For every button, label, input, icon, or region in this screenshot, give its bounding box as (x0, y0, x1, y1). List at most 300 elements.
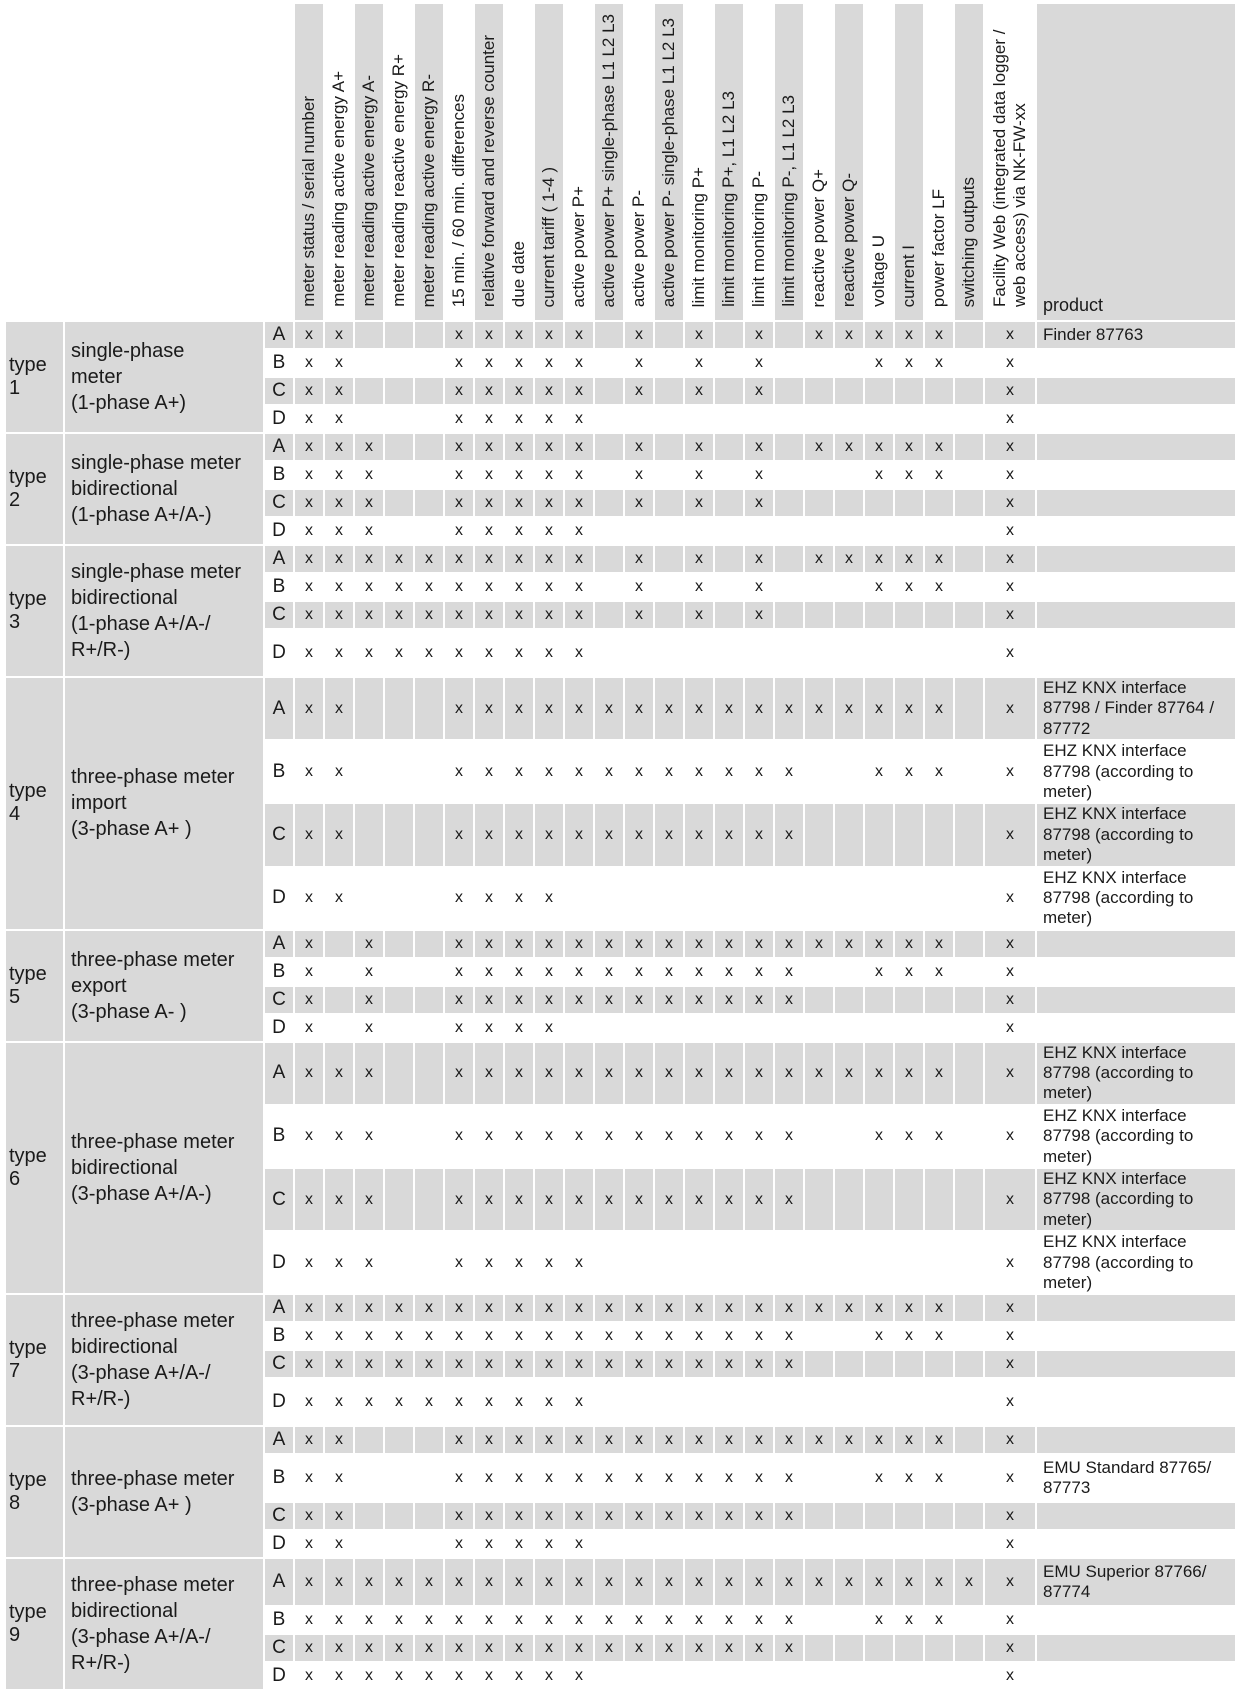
feature-cell-c7: x (485, 1667, 493, 1685)
feature-cell-c24: x (1006, 889, 1014, 907)
feature-cell-c19 (835, 1323, 863, 1349)
feature-cell-c23 (955, 602, 983, 628)
row-type5-A (6, 931, 1235, 957)
feature-cell-c4: x (395, 1327, 403, 1345)
feature-cell-c18: x (805, 1559, 833, 1605)
feature-cell-c14: x (685, 378, 713, 404)
feature-cell-c14: x (695, 466, 703, 483)
feature-cell-c8: x (515, 889, 523, 907)
feature-cell-c24: x (985, 678, 1035, 739)
feature-cell-c4: x (385, 602, 413, 628)
feature-cell-c1: x (295, 1169, 323, 1230)
row-type7-A (6, 1295, 1235, 1321)
feature-cell-c2: x (325, 1351, 353, 1377)
feature-cell-c20: x (865, 1043, 893, 1104)
feature-cell-c4 (385, 804, 413, 865)
feature-cell-c8: x (505, 1351, 533, 1377)
feature-cell-c20 (865, 804, 893, 865)
feature-cell-c22 (925, 987, 953, 1013)
product-cell (1037, 1427, 1235, 1453)
feature-cell-c3 (355, 868, 383, 929)
product-cell (1037, 1503, 1235, 1529)
feature-cell-c23 (955, 406, 983, 432)
feature-cell-c18 (805, 741, 833, 802)
feature-cell-c11 (595, 518, 623, 544)
column-header-10 (565, 4, 593, 320)
feature-cell-c12: x (625, 490, 653, 516)
column-header-4 (385, 4, 413, 320)
feature-cell-c15: x (715, 1635, 743, 1661)
feature-cell-c8: x (505, 1169, 533, 1230)
feature-cell-c2 (325, 987, 353, 1013)
product-cell (1037, 1635, 1235, 1661)
feature-cell-c9: x (545, 1253, 553, 1271)
feature-cell-c8: x (505, 434, 533, 460)
feature-cell-c3: x (355, 546, 383, 572)
feature-cell-c7: x (475, 931, 503, 957)
feature-cell-c6: x (455, 578, 463, 595)
feature-cell-c14 (685, 406, 713, 432)
feature-cell-c23 (955, 434, 983, 460)
feature-cell-c5 (415, 959, 443, 985)
feature-cell-c7: x (485, 1018, 493, 1036)
feature-cell-c7: x (485, 1611, 493, 1629)
feature-cell-c20 (865, 518, 893, 544)
column-header-label: active power P+ single-phase L1 L2 L3 (598, 13, 618, 307)
feature-cell-c8: x (515, 354, 523, 371)
variant-label: C (265, 804, 293, 865)
feature-cell-c10: x (575, 1127, 583, 1145)
feature-cell-c4 (385, 1427, 413, 1453)
feature-cell-c6: x (455, 1611, 463, 1629)
feature-cell-c6: x (455, 410, 463, 427)
feature-cell-c9: x (535, 1559, 563, 1605)
feature-cell-c20 (865, 1351, 893, 1377)
feature-cell-c18 (805, 1106, 833, 1167)
feature-cell-c17: x (775, 931, 803, 957)
feature-cell-c20 (865, 1169, 893, 1230)
feature-cell-c7: x (475, 1351, 503, 1377)
feature-cell-c12 (625, 1379, 653, 1425)
feature-cell-c8: x (515, 1393, 523, 1411)
feature-cell-c6: x (445, 1295, 473, 1321)
feature-cell-c8: x (515, 410, 523, 427)
feature-cell-c8: x (505, 931, 533, 957)
feature-cell-c21: x (895, 931, 923, 957)
feature-cell-c11: x (595, 1169, 623, 1230)
feature-cell-c1: x (295, 1635, 323, 1661)
feature-cell-c22: x (925, 1427, 953, 1453)
feature-cell-c2: x (335, 522, 343, 539)
feature-cell-c22: x (925, 1559, 953, 1605)
feature-cell-c9: x (535, 434, 563, 460)
feature-cell-c16: x (745, 490, 773, 516)
feature-cell-c19 (835, 1663, 863, 1689)
feature-cell-c15 (715, 490, 743, 516)
product-cell (1037, 518, 1235, 544)
feature-cell-c6: x (455, 354, 463, 371)
feature-cell-c3 (355, 1455, 383, 1501)
feature-cell-c20 (865, 378, 893, 404)
feature-cell-c13: x (655, 931, 683, 957)
feature-cell-c11 (595, 322, 623, 348)
feature-cell-c19 (835, 1232, 863, 1293)
column-header-label: meter reading reactive energy R+ (388, 54, 408, 307)
spacer-desc (65, 4, 263, 320)
feature-cell-c1: x (305, 522, 313, 539)
feature-cell-c1: x (295, 1351, 323, 1377)
feature-cell-c19 (835, 1169, 863, 1230)
feature-cell-c13: x (655, 1559, 683, 1605)
feature-cell-c8: x (515, 1469, 523, 1487)
feature-cell-c2: x (325, 434, 353, 460)
feature-cell-c16: x (745, 1351, 773, 1377)
feature-cell-c12: x (635, 1327, 643, 1345)
feature-cell-c15 (715, 434, 743, 460)
feature-cell-c22 (925, 1015, 953, 1041)
feature-cell-c20: x (875, 762, 883, 780)
feature-cell-c10 (565, 868, 593, 929)
feature-cell-c10: x (565, 1351, 593, 1377)
feature-cell-c20: x (865, 1559, 893, 1605)
feature-cell-c16: x (745, 602, 773, 628)
type-label: type 3 (6, 546, 63, 676)
feature-cell-c16: x (745, 1427, 773, 1453)
feature-cell-c8: x (505, 678, 533, 739)
feature-cell-c1: x (305, 1018, 313, 1036)
feature-cell-c16: x (745, 1043, 773, 1104)
feature-cell-c23 (955, 959, 983, 985)
feature-cell-c24: x (985, 804, 1035, 865)
feature-cell-c18 (805, 406, 833, 432)
feature-cell-c14: x (695, 962, 703, 980)
feature-cell-c7: x (485, 522, 493, 539)
feature-cell-c15 (715, 518, 743, 544)
feature-cell-c3 (355, 350, 383, 376)
feature-cell-c17 (775, 868, 803, 929)
feature-cell-c7: x (475, 1635, 503, 1661)
feature-cell-c11 (595, 1015, 623, 1041)
feature-cell-c6: x (445, 434, 473, 460)
feature-cell-c8: x (515, 1535, 523, 1553)
feature-cell-c17 (775, 546, 803, 572)
feature-cell-c21 (895, 1379, 923, 1425)
feature-cell-c21 (895, 1635, 923, 1661)
feature-cell-c21: x (905, 578, 913, 595)
feature-cell-c4 (385, 518, 413, 544)
feature-cell-c13: x (655, 1043, 683, 1104)
feature-cell-c10: x (575, 466, 583, 483)
feature-cell-c14 (685, 518, 713, 544)
feature-cell-c2: x (325, 1427, 353, 1453)
feature-cell-c2: x (335, 1667, 343, 1685)
feature-cell-c17: x (785, 1611, 793, 1629)
feature-cell-c24: x (1006, 410, 1014, 427)
feature-cell-c15 (715, 1379, 743, 1425)
feature-cell-c3 (355, 406, 383, 432)
feature-cell-c18 (805, 490, 833, 516)
feature-cell-c2 (325, 931, 353, 957)
feature-cell-c9: x (535, 1427, 563, 1453)
feature-cell-c3: x (355, 602, 383, 628)
feature-cell-c6: x (445, 602, 473, 628)
feature-cell-c5 (415, 1531, 443, 1557)
feature-cell-c18: x (805, 546, 833, 572)
feature-cell-c1: x (305, 1127, 313, 1145)
feature-cell-c1: x (305, 1535, 313, 1553)
feature-cell-c24: x (985, 1169, 1035, 1230)
product-cell: EHZ KNX interface 87798 / Finder 87764 / 87772 (1037, 678, 1235, 739)
feature-cell-c8: x (505, 490, 533, 516)
feature-cell-c11: x (605, 1611, 613, 1629)
feature-cell-c2: x (335, 1253, 343, 1271)
column-header-label: relative forward and reverse counter (478, 34, 498, 307)
feature-cell-c17: x (775, 1635, 803, 1661)
feature-cell-c23 (955, 630, 983, 676)
column-header-19 (835, 4, 863, 320)
feature-cell-c8: x (505, 602, 533, 628)
feature-cell-c5: x (415, 602, 443, 628)
feature-cell-c16: x (755, 962, 763, 980)
feature-cell-c15 (715, 546, 743, 572)
feature-cell-c16: x (745, 1169, 773, 1230)
feature-cell-c2: x (325, 804, 353, 865)
feature-cell-c23 (955, 804, 983, 865)
feature-cell-c14: x (685, 1295, 713, 1321)
feature-cell-c19 (835, 959, 863, 985)
feature-cell-c13: x (655, 1635, 683, 1661)
feature-cell-c14: x (685, 678, 713, 739)
feature-cell-c17: x (775, 804, 803, 865)
feature-cell-c21: x (905, 962, 913, 980)
feature-cell-c6: x (455, 762, 463, 780)
feature-cell-c24: x (985, 602, 1035, 628)
feature-cell-c11 (595, 378, 623, 404)
feature-cell-c15 (715, 602, 743, 628)
feature-cell-c14: x (685, 1351, 713, 1377)
feature-cell-c15 (715, 350, 743, 376)
feature-cell-c1: x (305, 1393, 313, 1411)
feature-cell-c8: x (515, 1327, 523, 1345)
feature-cell-c14: x (695, 1611, 703, 1629)
feature-cell-c19 (835, 1503, 863, 1529)
feature-cell-c9: x (545, 466, 553, 483)
feature-cell-c20: x (875, 1611, 883, 1629)
feature-cell-c23 (955, 1635, 983, 1661)
row-type1-A (6, 322, 1235, 348)
column-header-label: meter reading active energy R- (418, 73, 438, 307)
feature-cell-c1: x (295, 434, 323, 460)
row-type9-A (6, 1559, 1235, 1605)
feature-cell-c18: x (805, 1295, 833, 1321)
feature-cell-c19: x (835, 434, 863, 460)
feature-cell-c7: x (475, 322, 503, 348)
feature-cell-c11 (595, 350, 623, 376)
feature-cell-c8: x (515, 578, 523, 595)
feature-cell-c21 (895, 1169, 923, 1230)
feature-cell-c23 (955, 1351, 983, 1377)
feature-cell-c4 (385, 378, 413, 404)
product-cell (1037, 378, 1235, 404)
feature-cell-c13 (655, 602, 683, 628)
feature-cell-c13: x (655, 1295, 683, 1321)
feature-cell-c17 (775, 1531, 803, 1557)
feature-cell-c23 (955, 1106, 983, 1167)
feature-cell-c20: x (865, 1427, 893, 1453)
feature-cell-c24: x (985, 322, 1035, 348)
feature-cell-c20: x (875, 1127, 883, 1145)
feature-cell-c15: x (725, 1127, 733, 1145)
feature-cell-c22: x (925, 546, 953, 572)
feature-cell-c17: x (775, 1427, 803, 1453)
feature-cell-c17 (775, 434, 803, 460)
feature-cell-c24: x (1006, 578, 1014, 595)
feature-cell-c19 (835, 1106, 863, 1167)
feature-cell-c1: x (295, 1559, 323, 1605)
feature-cell-c6: x (445, 378, 473, 404)
feature-cell-c4: x (395, 578, 403, 595)
feature-cell-c1: x (305, 1611, 313, 1629)
feature-cell-c6: x (445, 804, 473, 865)
column-header-11 (595, 4, 623, 320)
type-label: type 7 (6, 1295, 63, 1425)
feature-cell-c19 (835, 1379, 863, 1425)
product-cell (1037, 1663, 1235, 1689)
feature-cell-c1: x (295, 1427, 323, 1453)
feature-cell-c17: x (775, 1295, 803, 1321)
matrix-body (6, 322, 1235, 1689)
feature-cell-c9: x (535, 987, 563, 1013)
feature-cell-c8: x (515, 1253, 523, 1271)
feature-cell-c1: x (295, 546, 323, 572)
feature-cell-c10: x (565, 987, 593, 1013)
feature-cell-c8: x (505, 987, 533, 1013)
feature-cell-c9: x (545, 1327, 553, 1345)
feature-cell-c22: x (935, 762, 943, 780)
feature-cell-c20: x (865, 1295, 893, 1321)
feature-cell-c7: x (475, 1295, 503, 1321)
feature-cell-c6: x (445, 1635, 473, 1661)
feature-cell-c9: x (535, 1169, 563, 1230)
product-cell (1037, 1379, 1235, 1425)
product-cell (1037, 1295, 1235, 1321)
type-description: three-phase meter (3-phase A+ ) (65, 1427, 263, 1557)
feature-cell-c2: x (335, 889, 343, 907)
feature-cell-c5: x (415, 1559, 443, 1605)
feature-cell-c17: x (785, 962, 793, 980)
product-cell: EHZ KNX interface 87798 (according to meter) (1043, 867, 1194, 928)
feature-cell-c4 (385, 959, 413, 985)
feature-cell-c16: x (745, 987, 773, 1013)
column-header-label: current I (898, 244, 918, 307)
feature-cell-c24: x (985, 1427, 1035, 1453)
feature-cell-c4 (385, 1503, 413, 1529)
feature-cell-c21: x (905, 1469, 913, 1487)
feature-cell-c14: x (685, 987, 713, 1013)
feature-cell-c15: x (725, 962, 733, 980)
feature-cell-c24: x (985, 1295, 1035, 1321)
feature-cell-c2: x (325, 322, 353, 348)
feature-cell-c15: x (715, 1295, 743, 1321)
product-cell (1037, 546, 1235, 572)
feature-cell-c16 (745, 1379, 773, 1425)
feature-cell-c22: x (935, 1469, 943, 1487)
feature-cell-c24: x (1006, 1393, 1014, 1411)
feature-cell-c21: x (895, 678, 923, 739)
matrix-header (6, 4, 1235, 320)
feature-cell-c9: x (535, 1635, 563, 1661)
feature-cell-c16: x (755, 1469, 763, 1487)
product-cell: EHZ KNX interface 87798 (according to meter) (1043, 1105, 1194, 1166)
column-header-label: reactive power Q+ (808, 168, 828, 307)
feature-cell-c10: x (565, 1503, 593, 1529)
feature-cell-c21: x (895, 1559, 923, 1605)
feature-cell-c17 (775, 1232, 803, 1293)
feature-cell-c9: x (535, 378, 563, 404)
feature-cell-c20 (865, 602, 893, 628)
feature-cell-c21: x (905, 1611, 913, 1629)
feature-cell-c4 (385, 868, 413, 929)
feature-cell-c13: x (655, 1351, 683, 1377)
feature-cell-c8: x (515, 1018, 523, 1036)
feature-cell-c24: x (1006, 1327, 1014, 1345)
feature-cell-c8: x (515, 962, 523, 980)
feature-cell-c5 (415, 804, 443, 865)
feature-cell-c10: x (565, 804, 593, 865)
column-header-7 (475, 4, 503, 320)
feature-cell-c13 (655, 322, 683, 348)
feature-cell-c24: x (1006, 1127, 1014, 1145)
feature-cell-c1: x (305, 1469, 313, 1487)
feature-cell-c19 (835, 350, 863, 376)
type-label: type 9 (6, 1559, 63, 1689)
column-header-label: 15 min. / 60 min. differences (448, 93, 468, 307)
product-cell (1037, 1323, 1235, 1349)
feature-cell-c23 (955, 490, 983, 516)
feature-cell-c16 (745, 868, 773, 929)
feature-cell-c15 (715, 630, 743, 676)
feature-cell-c6: x (455, 644, 463, 661)
feature-cell-c8: x (515, 644, 523, 661)
product-cell (1037, 1351, 1235, 1377)
feature-cell-c6: x (445, 1043, 473, 1104)
feature-cell-c24: x (985, 434, 1035, 460)
type-description: three-phase meter import (3-phase A+ ) (65, 678, 263, 929)
feature-cell-c12: x (625, 546, 653, 572)
feature-cell-c2: x (325, 678, 353, 739)
feature-cell-c15 (715, 1232, 743, 1293)
feature-cell-c18 (805, 630, 833, 676)
feature-cell-c19 (835, 868, 863, 929)
feature-cell-c2: x (325, 378, 353, 404)
feature-cell-c17: x (775, 987, 803, 1013)
column-header-label: meter status / serial number (298, 96, 318, 307)
feature-cell-c22 (925, 1351, 953, 1377)
feature-cell-c7: x (475, 1503, 503, 1529)
feature-cell-c22 (925, 868, 953, 929)
feature-cell-c17: x (775, 1351, 803, 1377)
feature-cell-c9: x (545, 354, 553, 371)
feature-cell-c24: x (1006, 466, 1014, 483)
feature-cell-c10: x (565, 1043, 593, 1104)
feature-cell-c19 (835, 462, 863, 488)
column-header-22 (925, 4, 953, 320)
feature-cell-c8: x (505, 1559, 533, 1605)
feature-cell-c7: x (485, 578, 493, 595)
feature-cell-c5 (415, 1503, 443, 1529)
feature-cell-c17 (775, 518, 803, 544)
feature-cell-c15 (715, 868, 743, 929)
